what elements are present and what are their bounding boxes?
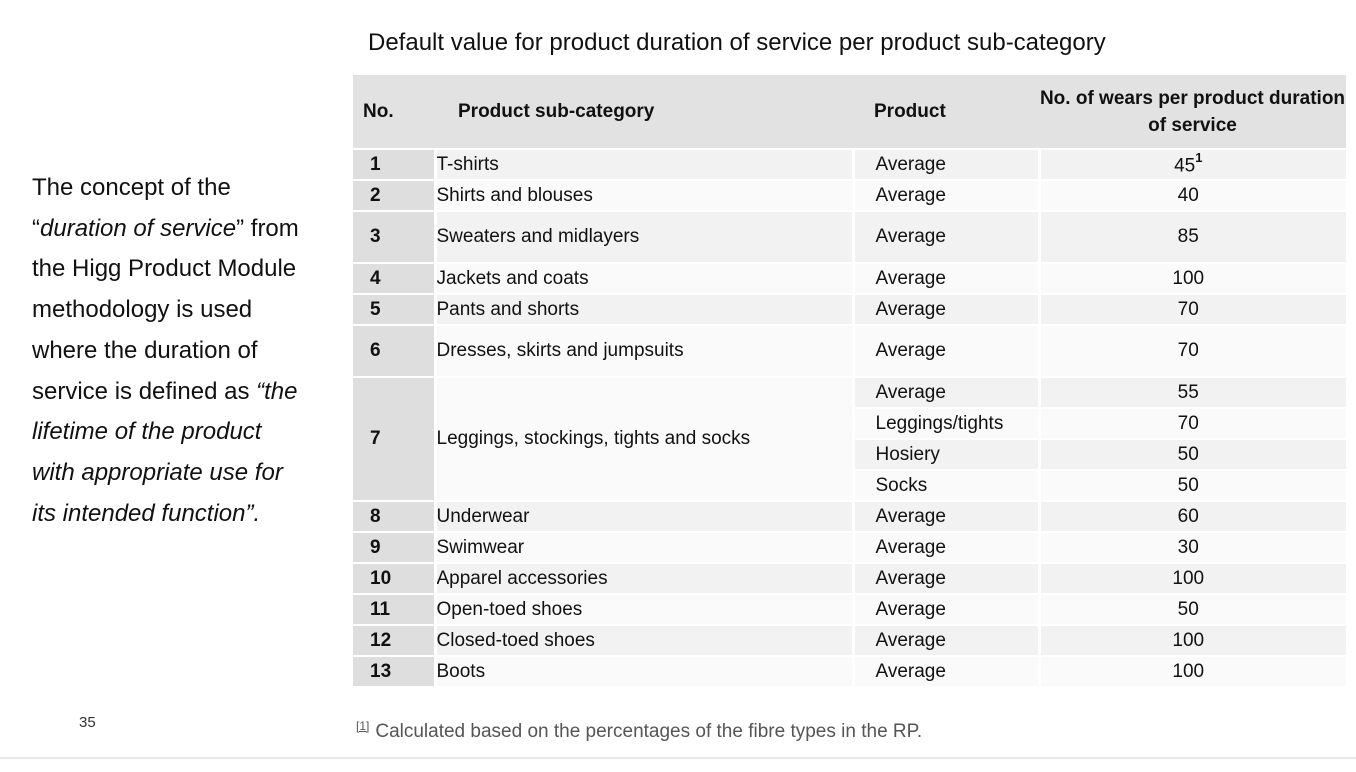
header-sub-category: Product sub-category — [435, 75, 853, 149]
row-number: 5 — [353, 294, 435, 325]
wears-value: 40 — [1177, 184, 1199, 206]
row-sub-category: Boots — [435, 656, 853, 687]
row-sub-category: Swimwear — [435, 532, 853, 563]
duration-table — [353, 75, 1346, 688]
row-product: Hosiery — [853, 439, 1039, 470]
row-sub-category: Open-toed shoes — [435, 594, 853, 625]
table-row — [353, 532, 1346, 563]
row-wears — [1039, 263, 1346, 294]
table-header-row — [353, 75, 1346, 149]
wears-value: 100 — [1172, 567, 1205, 589]
intro-line — [32, 453, 332, 494]
table-row — [353, 594, 1346, 625]
intro-line — [32, 372, 332, 413]
row-product: Average — [853, 149, 1039, 180]
row-number: 13 — [353, 656, 435, 687]
table-row — [353, 263, 1346, 294]
row-wears — [1039, 563, 1346, 594]
table-row — [353, 294, 1346, 325]
row-product: Average — [853, 180, 1039, 211]
wears-value: 100 — [1172, 267, 1205, 289]
row-sub-category: Dresses, skirts and jumpsuits — [435, 325, 853, 377]
row-sub-category: Underwear — [435, 501, 853, 532]
table-body — [353, 149, 1346, 687]
row-wears: 50 — [1039, 439, 1346, 470]
wears-value: 30 — [1177, 536, 1199, 558]
row-wears — [1039, 594, 1346, 625]
row-product: Average — [853, 625, 1039, 656]
row-product: Average — [853, 563, 1039, 594]
wears-value: 100 — [1172, 629, 1205, 651]
row-sub-category: Shirts and blouses — [435, 180, 853, 211]
table-row — [353, 501, 1346, 532]
header-wears: No. of wears per product duration of service — [1039, 75, 1346, 149]
row-wears — [1039, 501, 1346, 532]
wears-value: 70 — [1177, 298, 1199, 320]
row-product: Average — [853, 325, 1039, 377]
footnote — [356, 721, 922, 743]
wears-value: 50 — [1177, 598, 1199, 620]
row-wears: 55 — [1039, 377, 1346, 408]
row-product: Socks — [853, 470, 1039, 501]
row-product: Average — [853, 377, 1039, 408]
row-wears — [1039, 294, 1346, 325]
footnote-ref: [1] — [356, 719, 370, 733]
intro-text: service is defined as — [32, 377, 257, 405]
row-product: Leggings/tights — [853, 408, 1039, 439]
wears-value: 45 — [1174, 155, 1196, 177]
intro-paragraph — [32, 168, 332, 534]
row-wears — [1039, 656, 1346, 687]
intro-line: The concept of the — [32, 174, 231, 201]
row-sub-category: Leggings, stockings, tights and socks — [435, 377, 853, 501]
slide-title: Default value for product duration of service per product sub-category — [368, 29, 1106, 56]
wears-value: 70 — [1177, 340, 1199, 361]
intro-line — [32, 412, 332, 453]
table-row — [353, 563, 1346, 594]
row-sub-category: Sweaters and midlayers — [435, 211, 853, 263]
row-number: 4 — [353, 263, 435, 294]
intro-line: the Higg Product Module — [32, 255, 297, 283]
footnote-text: Calculated based on the percentages of the fibre types in the RP. — [375, 721, 923, 742]
row-sub-category: Closed-toed shoes — [435, 625, 853, 656]
definition-quote: with appropriate use for — [32, 458, 283, 486]
row-product: Average — [853, 211, 1039, 263]
page-number: 35 — [79, 714, 96, 731]
footnote-marker: 1 — [1195, 149, 1203, 165]
open-quote: “ — [32, 214, 40, 242]
row-number: 3 — [353, 211, 435, 263]
table-row — [353, 377, 1346, 408]
row-number: 8 — [353, 501, 435, 532]
row-number: 9 — [353, 532, 435, 563]
row-sub-category: Apparel accessories — [435, 563, 853, 594]
row-number: 10 — [353, 563, 435, 594]
row-sub-category: Jackets and coats — [435, 263, 853, 294]
term-duration-of-service: duration of service — [40, 214, 237, 242]
header-product: Product — [853, 75, 1039, 149]
divider — [0, 757, 1356, 759]
row-wears: 70 — [1039, 408, 1346, 439]
row-number: 1 — [353, 149, 435, 180]
row-number: 7 — [353, 377, 435, 501]
row-sub-category: T-shirts — [435, 149, 853, 180]
wears-value: 100 — [1172, 660, 1205, 682]
table-row — [353, 325, 1346, 377]
row-wears: 50 — [1039, 470, 1346, 501]
row-wears — [1039, 149, 1346, 180]
wears-value: 60 — [1177, 505, 1199, 527]
row-wears — [1039, 180, 1346, 211]
intro-line: where the duration of — [32, 336, 258, 364]
row-number: 12 — [353, 625, 435, 656]
row-wears — [1039, 211, 1346, 263]
row-product: Average — [853, 532, 1039, 563]
definition-quote: its intended function”. — [32, 499, 261, 527]
row-product: Average — [853, 594, 1039, 625]
header-no: No. — [353, 75, 435, 149]
row-number: 2 — [353, 180, 435, 211]
table-row — [353, 211, 1346, 263]
table-row — [353, 149, 1346, 180]
table-row — [353, 180, 1346, 211]
table-row — [353, 656, 1346, 687]
wears-value: 85 — [1177, 226, 1199, 247]
row-product: Average — [853, 501, 1039, 532]
intro-line: methodology is used — [32, 296, 253, 324]
intro-text: ” from — [236, 214, 299, 242]
definition-quote: “the — [256, 377, 298, 405]
row-wears — [1039, 325, 1346, 377]
row-number: 6 — [353, 325, 435, 377]
table-row — [353, 625, 1346, 656]
row-product: Average — [853, 656, 1039, 687]
row-number: 11 — [353, 594, 435, 625]
row-wears — [1039, 532, 1346, 563]
row-sub-category: Pants and shorts — [435, 294, 853, 325]
row-wears — [1039, 625, 1346, 656]
intro-line — [32, 209, 332, 250]
intro-line — [32, 494, 332, 535]
row-product: Average — [853, 263, 1039, 294]
definition-quote: lifetime of the product — [32, 418, 262, 446]
row-product: Average — [853, 294, 1039, 325]
